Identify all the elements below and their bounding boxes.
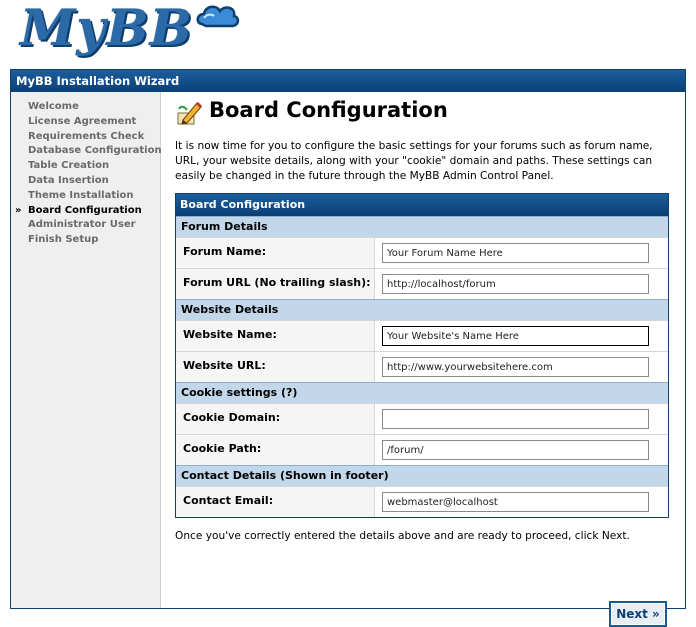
forum-url-label: Forum URL (No trailing slash):	[176, 269, 375, 299]
sidebar-item-database-configuration: Database Configuration	[28, 145, 162, 157]
sidebar-item-administrator-user: Administrator User	[28, 219, 136, 231]
form-row-contact-email	[176, 486, 668, 517]
cookie-path-label: Cookie Path:	[176, 435, 375, 465]
cookie-domain-label: Cookie Domain:	[176, 404, 375, 434]
active-step-marker: »	[15, 204, 22, 216]
intro-text: It is now time for you to configure the basic settings for your forums such as forum name, URL, your website details, along with your "cookie" domain and paths. These settings can easily be changed in the future through the MyBB Admin Control Panel.	[175, 140, 653, 182]
section-cookie-settings[interactable]: Cookie settings (?)	[176, 382, 668, 403]
config-table-title: Board Configuration	[176, 194, 668, 216]
sidebar-item-finish-setup: Finish Setup	[28, 234, 99, 246]
outro-text: Once you've correctly entered the details above and are ready to proceed, click Next.	[175, 530, 630, 542]
sidebar-item-license-agreement: License Agreement	[28, 115, 137, 127]
next-button-wrapper	[609, 601, 669, 627]
sidebar-item-board-configuration: » Board Configuration	[11, 204, 160, 219]
website-url-label: Website URL:	[176, 352, 375, 382]
form-row-forum-url	[176, 268, 668, 299]
board-configuration-table	[175, 193, 669, 518]
sidebar-item-requirements-check: Requirements Check	[28, 130, 145, 142]
website-name-input[interactable]	[382, 326, 649, 346]
logo-cloud-icon	[196, 2, 240, 32]
sidebar-item-theme-installation: Theme Installation	[28, 189, 134, 201]
wizard-header: MyBB Installation Wizard	[11, 70, 685, 92]
form-row-cookie-domain	[176, 403, 668, 434]
website-url-input[interactable]	[382, 357, 649, 377]
page-title: Board Configuration	[209, 98, 448, 122]
next-button[interactable]: Next »	[609, 601, 667, 627]
contact-email-input[interactable]	[382, 492, 649, 512]
main-content	[175, 96, 671, 621]
sidebar-item-welcome: Welcome	[28, 101, 79, 112]
section-website-details: Website Details	[176, 299, 668, 320]
form-row-website-url	[176, 351, 668, 382]
sidebar-item-table-creation: Table Creation	[28, 160, 110, 172]
section-contact-details: Contact Details (Shown in footer)	[176, 465, 668, 486]
form-row-cookie-path	[176, 434, 668, 465]
sidebar-item-data-insertion: Data Insertion	[28, 174, 109, 186]
cookie-domain-input[interactable]	[382, 409, 649, 429]
website-name-label: Website Name:	[176, 321, 375, 351]
installation-wizard	[10, 69, 686, 621]
cookie-path-input[interactable]	[382, 440, 649, 460]
form-row-website-name	[176, 320, 668, 351]
forum-name-input[interactable]	[382, 243, 649, 263]
pencil-icon	[175, 99, 203, 127]
wizard-steps-sidebar	[11, 92, 161, 608]
contact-email-label: Contact Email:	[176, 487, 375, 517]
mybb-logo	[16, 0, 226, 62]
logo-text: MyBB	[20, 0, 193, 57]
forum-name-label: Forum Name:	[176, 238, 375, 268]
section-forum-details: Forum Details	[176, 216, 668, 237]
page-heading	[175, 96, 671, 130]
form-row-forum-name	[176, 237, 668, 268]
forum-url-input[interactable]	[382, 274, 649, 294]
